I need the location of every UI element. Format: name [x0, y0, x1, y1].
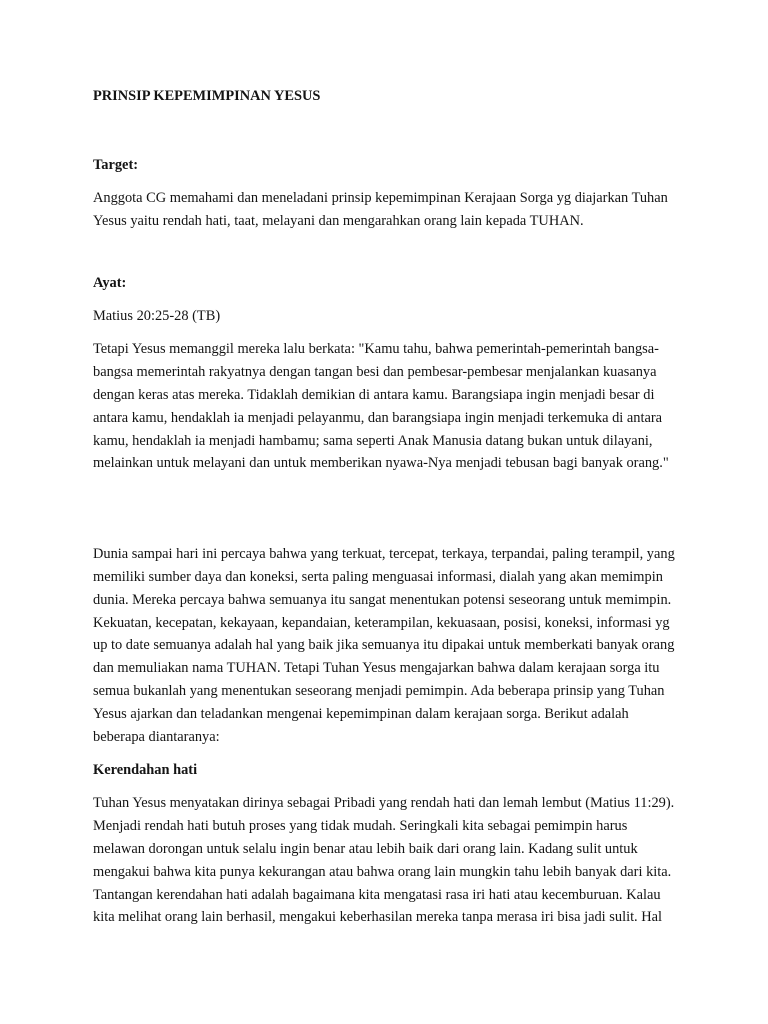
text-line: Tantangan kerendahan hati adalah bagaimana kita mengatasi rasa iri hati atau kecemburuan. Kalau — [93, 886, 661, 903]
target-paragraph — [93, 187, 671, 233]
intro-paragraph — [93, 543, 675, 748]
document-content — [93, 85, 675, 929]
text-line: dengan keras atas mereka. Tidaklah demikian di antara kamu. Barangsiapa ingin menjadi besar di — [93, 386, 655, 403]
text-line: beberapa diantaranya: — [93, 728, 220, 745]
text-line: Anggota CG memahami dan meneladani prinsip kepemimpinan Kerajaan Sorga yg diajarkan Tuhan — [93, 190, 668, 206]
text-line: memiliki sumber daya dan koneksi, serta paling menguasai informasi, dialah yang akan memimpin — [93, 568, 663, 585]
text-line: mengakui bahwa kita punya kekurangan atau bahwa orang lain mungkin tahu lebih banyak dari kita. — [93, 863, 672, 880]
text-line: dan memuliakan nama TUHAN. Tetapi Tuhan Yesus mengajarkan bahwa dalam kerajaan sorga itu — [93, 660, 660, 677]
text-line: up to date semuanya adalah hal yang baik jika semuanya itu dipakai untuk memberkati banyak orang — [93, 637, 675, 654]
text-line: kita melihat orang lain berhasil, mengakui keberhasilan mereka tanpa merasa iri bisa jadi sulit. Hal — [93, 909, 663, 926]
text-line: Menjadi rendah hati butuh proses yang tidak mudah. Seringkali kita sebagai pemimpin harus — [93, 818, 628, 835]
text-line: Yesus ajarkan dan teladankan mengenai kepemimpinan dalam kerajaan sorga. Berikut adalah — [93, 705, 629, 722]
ayat-paragraph — [93, 338, 671, 475]
section-heading: Kerendahan hati — [93, 762, 198, 779]
text-line: Kekuatan, kecepatan, kekayaan, kepandaian, keterampilan, kekuasaan, posisi, koneksi, informasi yg — [93, 614, 670, 631]
text-line: Tetapi Yesus memanggil mereka lalu berkata: "Kamu tahu, bahwa pemerintah-pemerintah bangsa- — [93, 341, 659, 358]
text-line: antara kamu, hendaklah ia menjadi pelayanmu, dan barangsiapa ingin menjadi terkemuka di antara — [93, 409, 663, 426]
text-line: bangsa memerintah rakyatnya dengan tangan besi dan pembesar-pembesar menjalankan kuasanya — [93, 364, 657, 381]
text-line: melainkan untuk melayani dan untuk memberikan nyawa-Nya menjadi tebusan bagi banyak orang." — [93, 455, 669, 472]
text-line: semua bukanlah yang menentukan seseorang menjadi pemimpin. Ada beberapa prinsip yang Tuhan — [93, 682, 665, 699]
ayat-reference: Matius 20:25-28 (TB) — [93, 307, 221, 324]
ayat-heading: Ayat: — [93, 274, 127, 291]
text-line: Yesus yaitu rendah hati, taat, melayani dan mengarahkan orang lain kepada TUHAN. — [93, 212, 584, 229]
target-heading: Target: — [93, 157, 139, 173]
text-line: dunia. Mereka percaya bahwa semuanya itu sangat menentukan potensi seseorang untuk memimpin. — [93, 591, 672, 608]
section-paragraph — [93, 792, 675, 929]
text-line: Tuhan Yesus menyatakan dirinya sebagai Pribadi yang rendah hati dan lemah lembut (Matius 11:29). — [93, 795, 675, 812]
text-line: melawan dorongan untuk selalu ingin benar atau lebih baik dari orang lain. Kadang sulit untuk — [93, 840, 638, 857]
text-line: Dunia sampai hari ini percaya bahwa yang terkuat, tercepat, terkaya, terpandai, paling terampil, yang — [93, 546, 675, 563]
text-line: kamu, hendaklah ia menjadi hambamu; sama seperti Anak Manusia datang bukan untuk dilayani, — [93, 432, 653, 449]
document-title: PRINSIP KEPEMIMPINAN YESUS — [93, 88, 321, 104]
